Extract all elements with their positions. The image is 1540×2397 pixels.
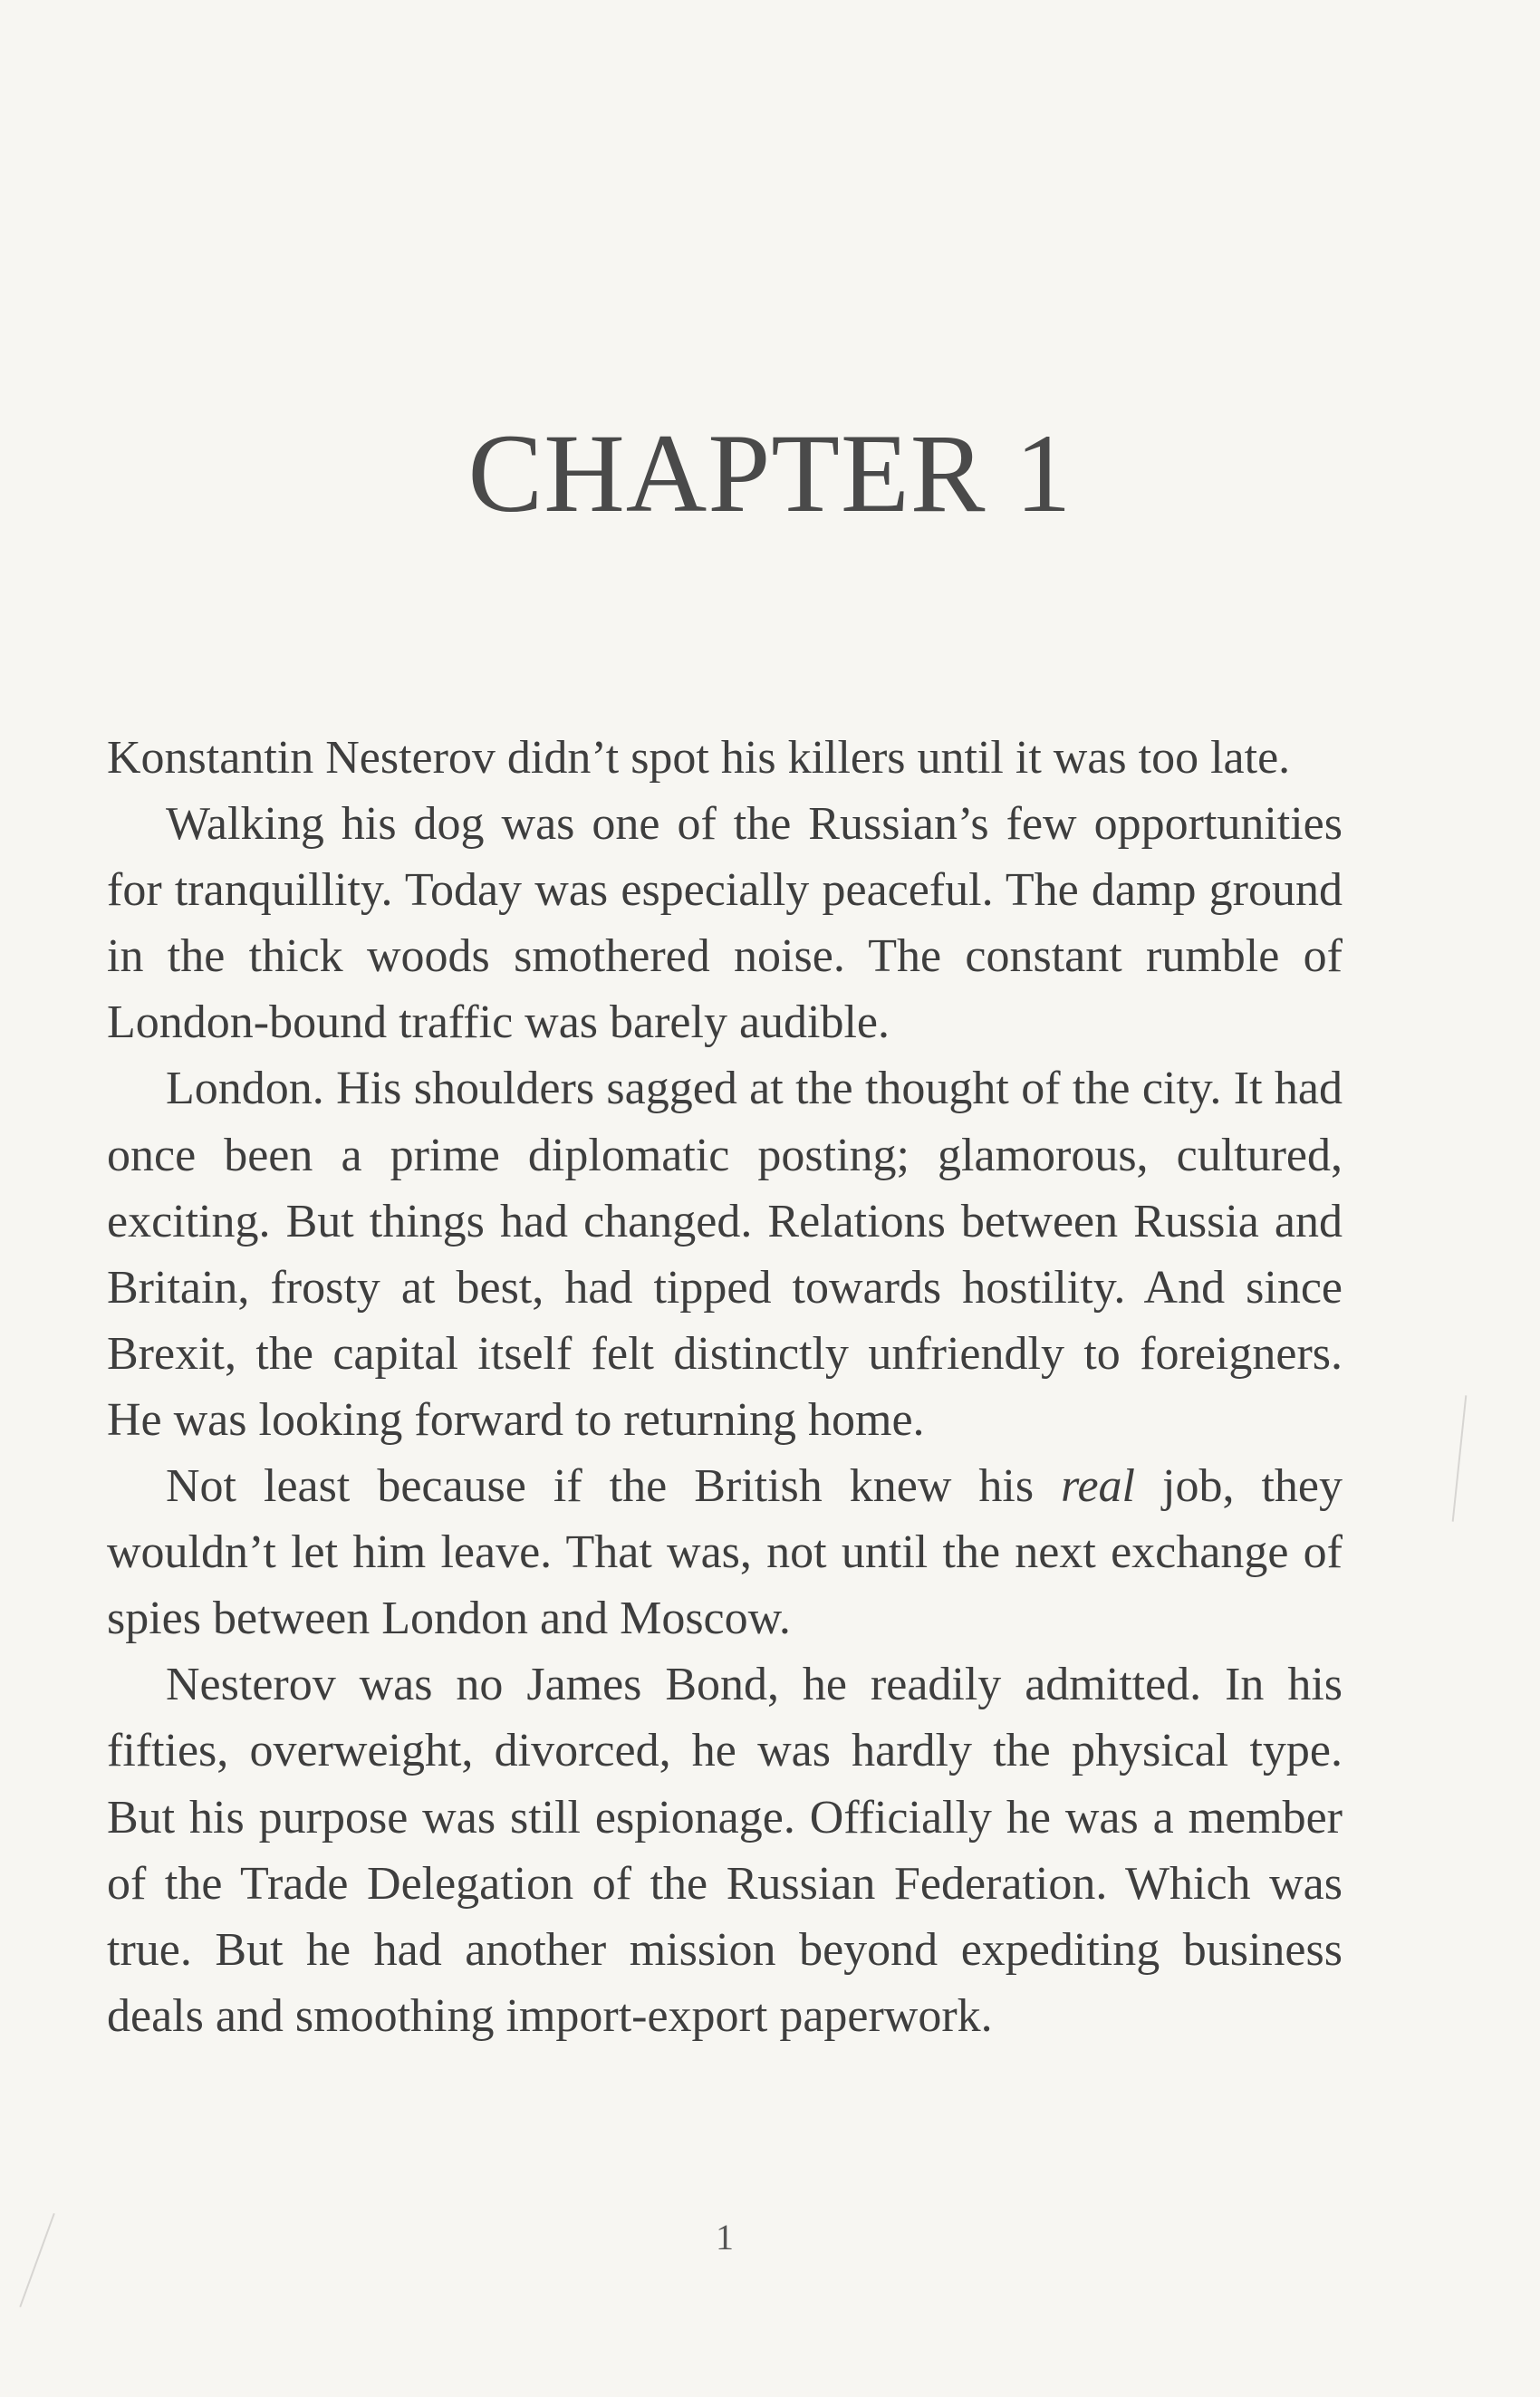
emphasis-text: real	[1061, 1460, 1135, 1513]
paragraph	[107, 791, 1343, 1055]
chapter-title: CHAPTER 1	[467, 411, 1073, 535]
text-run: Walking his dog was one of the Russian’s few opportunities for tranquillity. Today was especially peaceful. The damp ground in the thick woods smothered noise. The constant rumble of London-bound traffic was barely audible.	[107, 798, 1343, 1049]
chapter-body	[107, 725, 1343, 2049]
text-run: job, they wouldn’t let him leave. That was, not until the next exchange of spies between London and Moscow.	[107, 1460, 1343, 1645]
scan-artifact-line	[1452, 1395, 1468, 1521]
paragraph	[107, 1651, 1343, 2049]
page-number: 1	[716, 2217, 734, 2257]
text-run: London. His shoulders sagged at the thought of the city. It had once been a prime diplomatic posting; glamorous, cultured, exciting. But things had changed. Relations between Russia and Britain, frosty at best, had tipped towards hostility. And since Brexit, the capital itself felt distinctly unfriendly to foreigners. He was looking forward to returning home.	[107, 1063, 1343, 1446]
text-run: Konstantin Nesterov didn’t spot his killers until it was too late.	[107, 732, 1291, 784]
paragraph	[107, 725, 1343, 791]
paragraph	[107, 1453, 1343, 1651]
text-run: Nesterov was no James Bond, he readily admitted. In his fifties, overweight, divorced, he was hardly the physical type. But his purpose was still espionage. Officially he was a member of the Trade Delegation of the Russian Federation. Which was true. But he had another mission beyond expediting business deals and smoothing import-export paperwork.	[107, 1659, 1343, 2042]
paragraph	[107, 1055, 1343, 1453]
text-run: Not least because if the British knew his	[166, 1460, 1062, 1513]
